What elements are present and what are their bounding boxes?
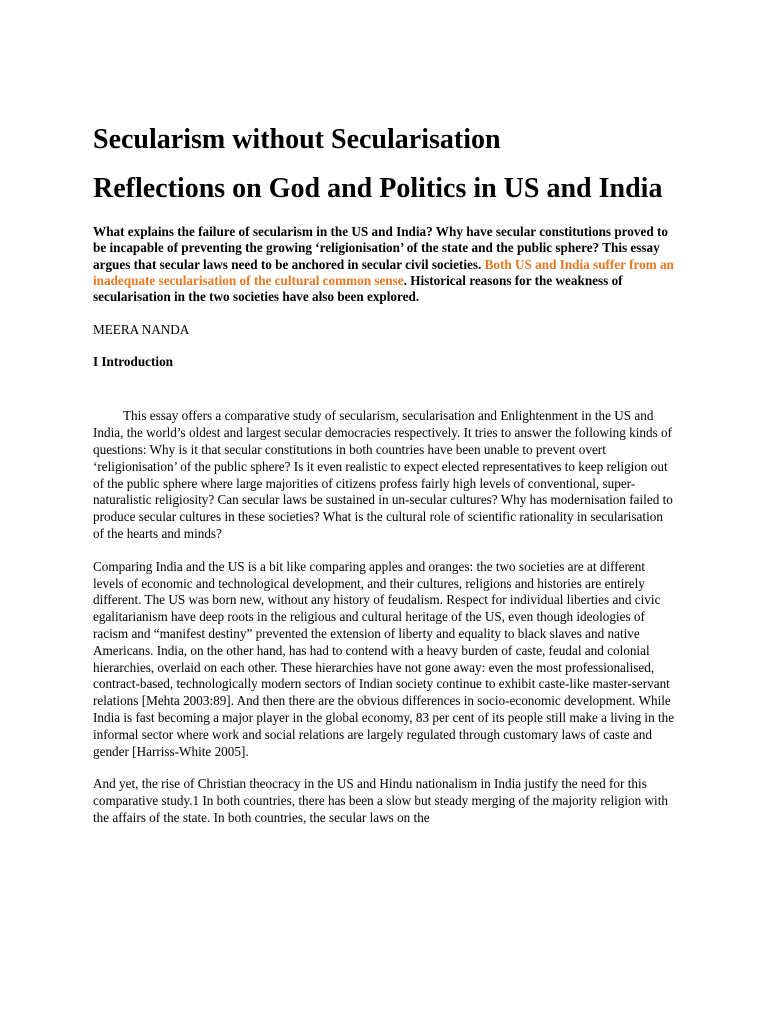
body-paragraph-2: Comparing India and the US is a bit like comparing apples and oranges: the two societies are at different levels of economic and technological development, and their cultures, religions and histories are entirely different. The US was born new, without any history of feudalism. Respect for individual liberties and civic egalitarianism have deep roots in the religious and cultural heritage of the US, even though ideologies of racism and “manifest destiny” prevented the extension of liberty and equality to black slaves and native Americans. India, on the other hand, has had to contend with a heavy burden of caste, feudal and colonial hierarchies, overlaid on each other. These hierarchies have not gone away: even the most professionalised, contract-based, technologically modern sectors of Indian society continue to exhibit caste-like master-servant relations [Mehta 2003:89]. And then there are the obvious differences in socio-economic development. While India is fast becoming a major player in the global economy, 83 per cent of its people still make a living in the informal sector where work and social relations are largely regulated through customary laws of caste and gender [Harriss-White 2005]. <box>93 558 675 759</box>
section-heading: I Introduction <box>93 354 174 370</box>
document-page <box>93 122 677 843</box>
body-paragraph-3: And yet, the rise of Christian theocracy in the US and Hindu nationalism in India justify the need for this comparative study.1 In both countries, there has been a slow but steady merging of the majority religion with the affairs of the state. In both countries, the secular laws on the <box>93 776 668 826</box>
abstract-highlight: Both US and India suffer from an inadequate secularisation of the cultural common sense <box>93 256 674 288</box>
author-name: MEERA NANDA <box>93 322 190 338</box>
abstract <box>93 224 677 305</box>
abstract-text-start: What explains the failure of secularism in the US and India? Why have secular constitutions proved to be incapable of preventing the growing ‘religionisation’ of the state and the public sphere? This essay argues that secular laws need to be anchored in secular civil societies. <box>93 224 668 272</box>
body-paragraph-1: This essay offers a comparative study of secularism, secularisation and Enlightenment in the US and India, the world’s oldest and largest secular democracies respectively. It tries to answer the following kinds of questions: Why is it that secular constitutions in both countries have been unable to prevent overt ‘religionisation’ of the public sphere? Is it even realistic to expect elected representatives to keep religion out of the public sphere where large majorities of citizens profess fairly high levels of conventional, super-naturalistic religiosity? Can secular laws be sustained in un-secular cultures? Why has modernisation failed to produce secular cultures in these societies? What is the cultural role of scientific rationality in secularisation of the hearts and minds? <box>93 408 673 542</box>
document-title: Secularism without Secularisation <box>93 124 501 155</box>
abstract-text-end: . Historical reasons for the weakness of secularisation in the two societies have also been explored. <box>93 272 623 305</box>
document-subtitle: Reflections on God and Politics in US and India <box>93 173 663 204</box>
